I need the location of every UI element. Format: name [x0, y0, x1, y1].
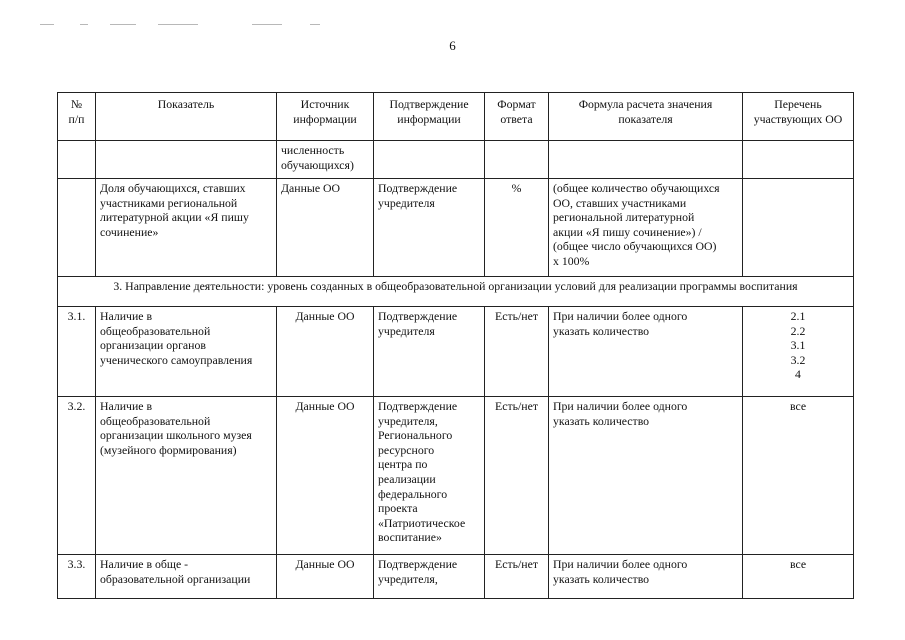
cell-source: Данные ОО [277, 397, 374, 555]
cell-indicator [96, 141, 277, 179]
header-formula: Формула расчета значения показателя [549, 93, 743, 141]
table-row [58, 141, 854, 179]
table-row [58, 179, 854, 277]
cell-source: численность обучающихся) [277, 141, 374, 179]
cell-num: 3.2. [58, 397, 96, 555]
cell-indicator: Наличие в общеобразовательной организации органов ученического самоуправления [96, 307, 277, 397]
cell-source: Данные ОО [277, 555, 374, 599]
cell-formula: При наличии более одного указать количество [549, 307, 743, 397]
cell-format: Есть/нет [485, 555, 549, 599]
indicator-table [57, 92, 854, 599]
table-row [58, 307, 854, 397]
cell-format [485, 141, 549, 179]
cell-confirmation: Подтверждение учредителя, Регионального ресурсного центра по реализации федерального проекта «Патриотическое воспитание» [374, 397, 485, 555]
cell-list: все [743, 397, 854, 555]
cell-confirmation: Подтверждение учредителя [374, 179, 485, 277]
section-row [58, 277, 854, 307]
cell-confirmation [374, 141, 485, 179]
cell-confirmation: Подтверждение учредителя [374, 307, 485, 397]
cell-source: Данные ОО [277, 179, 374, 277]
cell-num: 3.3. [58, 555, 96, 599]
cell-list: 2.1 2.2 3.1 3.2 4 [743, 307, 854, 397]
header-indicator: Показатель [96, 93, 277, 141]
cell-formula [549, 141, 743, 179]
cell-confirmation: Подтверждение учредителя, [374, 555, 485, 599]
cell-num [58, 141, 96, 179]
header-num: № п/п [58, 93, 96, 141]
cell-list: все [743, 555, 854, 599]
cell-indicator: Наличие в обще - образовательной организации [96, 555, 277, 599]
header-source: Источник информации [277, 93, 374, 141]
page-number: 6 [449, 38, 456, 53]
table-row [58, 397, 854, 555]
cell-format: Есть/нет [485, 307, 549, 397]
cell-source: Данные ОО [277, 307, 374, 397]
cell-num: 3.1. [58, 307, 96, 397]
table-header-row [58, 93, 854, 141]
section-heading: 3. Направление деятельности: уровень созданных в общеобразовательной организации условий для реализации программы воспитания [58, 277, 854, 307]
cell-formula: (общее количество обучающихся ОО, ставших участниками региональной литературной акции «Я пишу сочинение») / (общее число обучающихся ОО) х 100% [549, 179, 743, 277]
cell-formula: При наличии более одного указать количество [549, 555, 743, 599]
cell-list [743, 141, 854, 179]
cell-indicator: Наличие в общеобразовательной организации школьного музея (музейного формирования) [96, 397, 277, 555]
cell-format: % [485, 179, 549, 277]
cell-format: Есть/нет [485, 397, 549, 555]
cell-formula: При наличии более одного указать количество [549, 397, 743, 555]
header-format: Формат ответа [485, 93, 549, 141]
scan-artifact-marks [40, 22, 340, 28]
header-list: Перечень участвующих ОО [743, 93, 854, 141]
cell-list [743, 179, 854, 277]
cell-num [58, 179, 96, 277]
cell-indicator: Доля обучающихся, ставших участниками региональной литературной акции «Я пишу сочинение» [96, 179, 277, 277]
header-confirmation: Подтверждение информации [374, 93, 485, 141]
table-row [58, 555, 854, 599]
